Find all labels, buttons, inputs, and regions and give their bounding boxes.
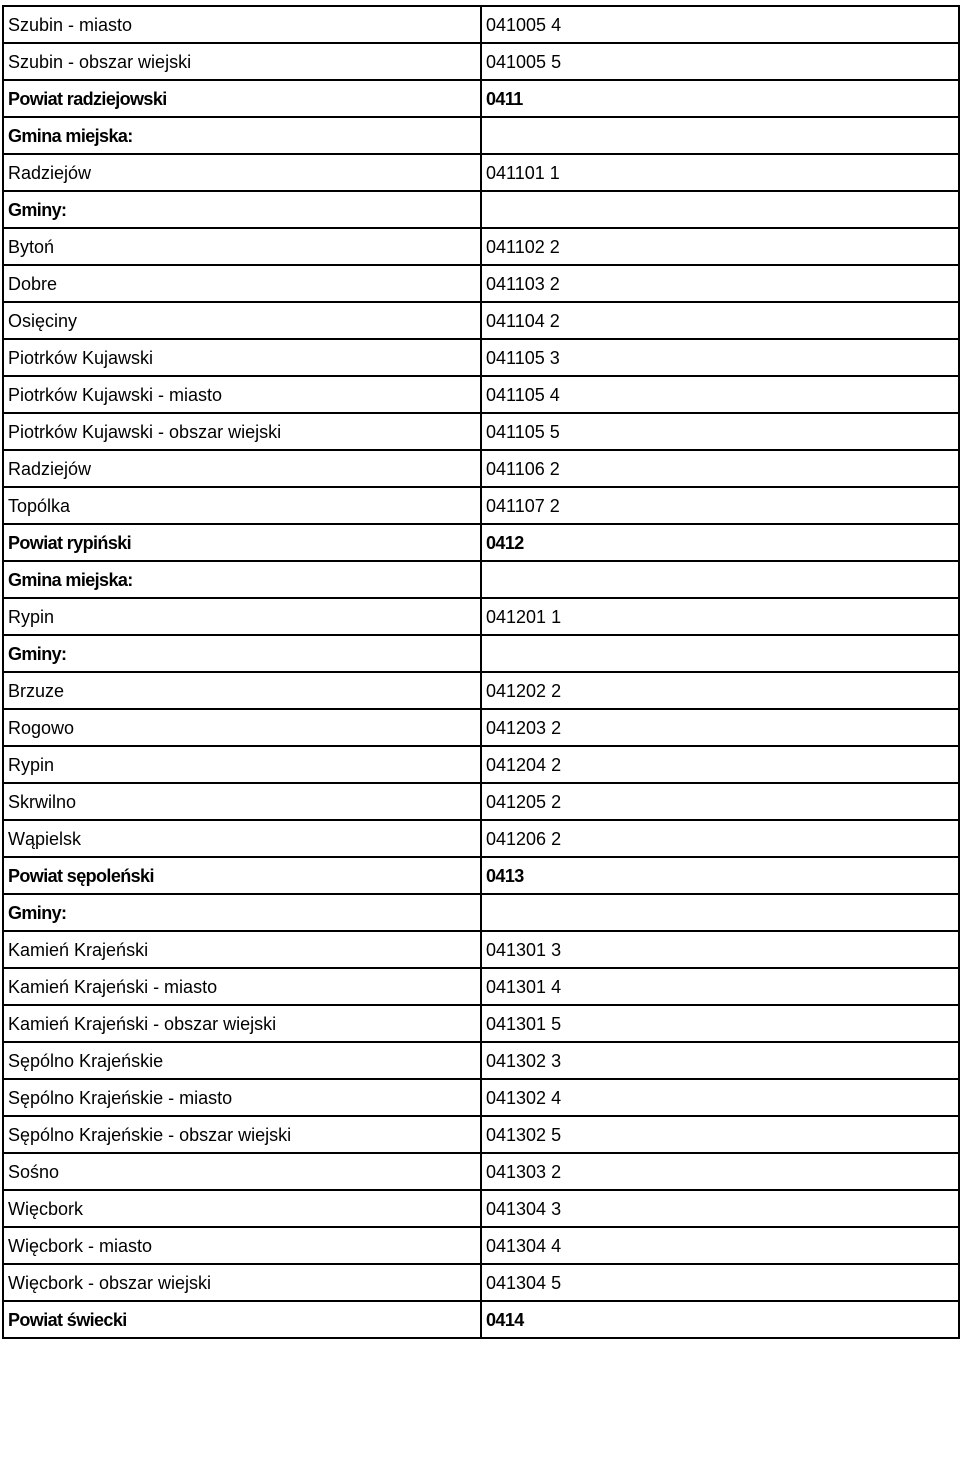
table-row <box>3 746 959 783</box>
unit-code-cell <box>481 561 959 598</box>
table-row <box>3 1190 959 1227</box>
unit-name-cell: Gminy: <box>3 191 481 228</box>
unit-name-cell: Piotrków Kujawski <box>3 339 481 376</box>
unit-code-cell: 041205 2 <box>481 783 959 820</box>
unit-name-cell: Bytoń <box>3 228 481 265</box>
table-row <box>3 1301 959 1338</box>
territorial-code-table <box>2 5 960 1339</box>
unit-code-cell: 0412 <box>481 524 959 561</box>
unit-name-cell: Rypin <box>3 746 481 783</box>
unit-code-cell: 041102 2 <box>481 228 959 265</box>
table-row <box>3 672 959 709</box>
unit-code-cell <box>481 191 959 228</box>
unit-code-cell: 041304 5 <box>481 1264 959 1301</box>
unit-code-cell: 041106 2 <box>481 450 959 487</box>
unit-name-cell: Gminy: <box>3 894 481 931</box>
unit-name-cell: Powiat sępoleński <box>3 857 481 894</box>
unit-code-cell: 041105 4 <box>481 376 959 413</box>
table-row <box>3 561 959 598</box>
table-row <box>3 487 959 524</box>
unit-code-cell: 041103 2 <box>481 265 959 302</box>
table-row <box>3 820 959 857</box>
unit-name-cell: Radziejów <box>3 450 481 487</box>
table-row <box>3 228 959 265</box>
unit-code-cell: 041203 2 <box>481 709 959 746</box>
unit-name-cell: Więcbork - obszar wiejski <box>3 1264 481 1301</box>
unit-code-cell: 041304 4 <box>481 1227 959 1264</box>
unit-name-cell: Dobre <box>3 265 481 302</box>
unit-name-cell: Więcbork <box>3 1190 481 1227</box>
unit-code-cell: 041301 4 <box>481 968 959 1005</box>
unit-name-cell: Sępólno Krajeńskie - obszar wiejski <box>3 1116 481 1153</box>
table-row <box>3 931 959 968</box>
unit-name-cell: Gminy: <box>3 635 481 672</box>
unit-code-cell: 041104 2 <box>481 302 959 339</box>
table-row <box>3 1153 959 1190</box>
table-row <box>3 339 959 376</box>
table-row <box>3 302 959 339</box>
table-row <box>3 524 959 561</box>
unit-code-cell <box>481 117 959 154</box>
table-body <box>3 6 959 1338</box>
unit-name-cell: Sępólno Krajeńskie - miasto <box>3 1079 481 1116</box>
unit-name-cell: Wąpielsk <box>3 820 481 857</box>
unit-code-cell: 041302 4 <box>481 1079 959 1116</box>
unit-name-cell: Rypin <box>3 598 481 635</box>
unit-code-cell: 041201 1 <box>481 598 959 635</box>
unit-code-cell: 0411 <box>481 80 959 117</box>
unit-code-cell: 041301 5 <box>481 1005 959 1042</box>
table-row <box>3 1042 959 1079</box>
unit-code-cell: 041107 2 <box>481 487 959 524</box>
unit-code-cell: 041304 3 <box>481 1190 959 1227</box>
table-row <box>3 450 959 487</box>
table-row <box>3 265 959 302</box>
unit-code-cell: 041302 5 <box>481 1116 959 1153</box>
table-row <box>3 709 959 746</box>
unit-code-cell: 041005 5 <box>481 43 959 80</box>
unit-name-cell: Sępólno Krajeńskie <box>3 1042 481 1079</box>
unit-code-cell: 041302 3 <box>481 1042 959 1079</box>
unit-name-cell: Brzuze <box>3 672 481 709</box>
unit-name-cell: Szubin - miasto <box>3 6 481 43</box>
unit-name-cell: Powiat radziejowski <box>3 80 481 117</box>
unit-code-cell: 041206 2 <box>481 820 959 857</box>
unit-name-cell: Osięciny <box>3 302 481 339</box>
unit-name-cell: Radziejów <box>3 154 481 191</box>
unit-name-cell: Piotrków Kujawski - miasto <box>3 376 481 413</box>
unit-name-cell: Piotrków Kujawski - obszar wiejski <box>3 413 481 450</box>
table-row <box>3 968 959 1005</box>
table-row <box>3 857 959 894</box>
unit-name-cell: Skrwilno <box>3 783 481 820</box>
table-row <box>3 1264 959 1301</box>
table-row <box>3 43 959 80</box>
unit-name-cell: Kamień Krajeński - miasto <box>3 968 481 1005</box>
unit-name-cell: Gmina miejska: <box>3 117 481 154</box>
unit-name-cell: Szubin - obszar wiejski <box>3 43 481 80</box>
unit-name-cell: Sośno <box>3 1153 481 1190</box>
unit-code-cell <box>481 635 959 672</box>
unit-code-cell: 041005 4 <box>481 6 959 43</box>
unit-code-cell: 041202 2 <box>481 672 959 709</box>
table-row <box>3 1116 959 1153</box>
unit-name-cell: Kamień Krajeński - obszar wiejski <box>3 1005 481 1042</box>
unit-name-cell: Gmina miejska: <box>3 561 481 598</box>
unit-code-cell: 041105 3 <box>481 339 959 376</box>
table-row <box>3 1227 959 1264</box>
unit-name-cell: Topólka <box>3 487 481 524</box>
unit-code-cell: 041303 2 <box>481 1153 959 1190</box>
unit-name-cell: Powiat świecki <box>3 1301 481 1338</box>
table-row <box>3 1079 959 1116</box>
unit-code-cell: 041105 5 <box>481 413 959 450</box>
table-row <box>3 191 959 228</box>
unit-code-cell: 0414 <box>481 1301 959 1338</box>
table-row <box>3 117 959 154</box>
table-row <box>3 1005 959 1042</box>
table-row <box>3 635 959 672</box>
table-row <box>3 80 959 117</box>
table-row <box>3 598 959 635</box>
table-row <box>3 6 959 43</box>
unit-name-cell: Powiat rypiński <box>3 524 481 561</box>
unit-name-cell: Więcbork - miasto <box>3 1227 481 1264</box>
table-row <box>3 413 959 450</box>
unit-code-cell: 041101 1 <box>481 154 959 191</box>
table-row <box>3 154 959 191</box>
unit-code-cell: 041301 3 <box>481 931 959 968</box>
unit-code-cell: 041204 2 <box>481 746 959 783</box>
table-row <box>3 376 959 413</box>
unit-code-cell: 0413 <box>481 857 959 894</box>
unit-name-cell: Kamień Krajeński <box>3 931 481 968</box>
table-row <box>3 783 959 820</box>
unit-name-cell: Rogowo <box>3 709 481 746</box>
table-row <box>3 894 959 931</box>
unit-code-cell <box>481 894 959 931</box>
